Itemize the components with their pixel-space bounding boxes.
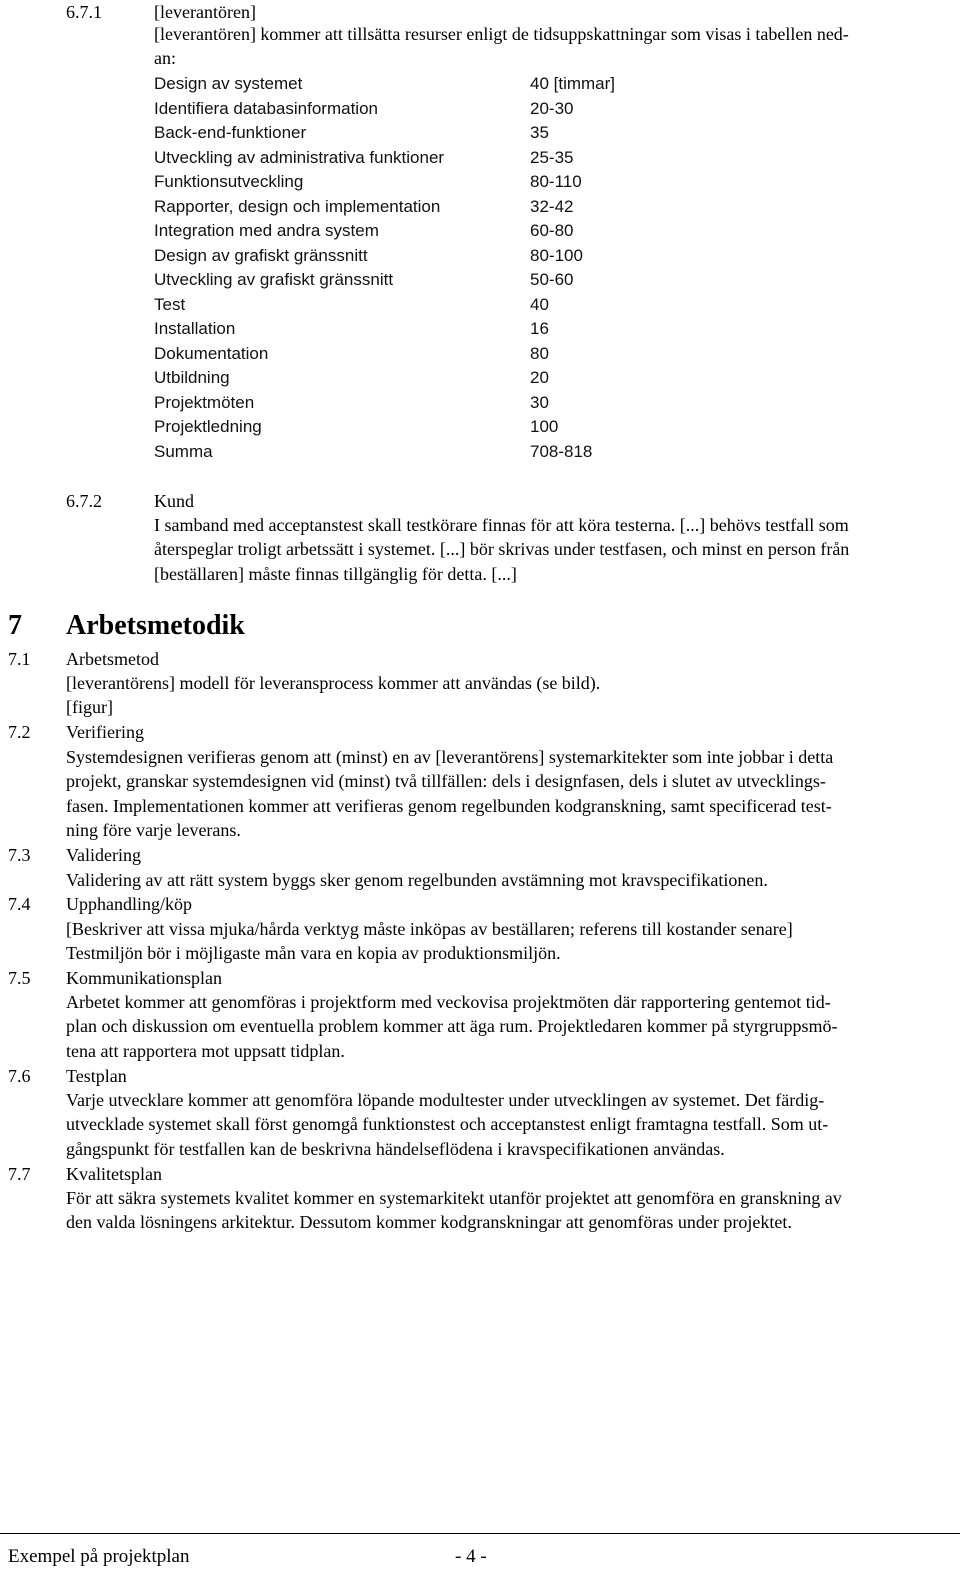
table-row-name: Dokumentation (154, 344, 269, 363)
section-number-7-6: 7.6 (8, 1066, 31, 1086)
table-row-value: 100 (530, 417, 559, 436)
table-row-value: 20-30 (530, 99, 574, 118)
text-line: [figur] (66, 697, 113, 718)
text-line: I samband med acceptanstest skall testkörare finnas för att köra testerna. [...] behövs testfall som (154, 515, 849, 535)
table-row-name: Projektmöten (154, 393, 255, 412)
section-7-1-body (66, 671, 600, 720)
table-row-value: 40 (530, 295, 549, 314)
section-heading-7-6: Testplan (66, 1066, 127, 1086)
table-row-value: 30 (530, 393, 549, 412)
footer-divider (0, 1533, 960, 1534)
footer-title: Exempel på projektplan (8, 1546, 190, 1567)
text-line: projekt, granskar systemdesignen vid (minst) två tillfällen: dels i designfasen, dels i slutet av utvecklings- (66, 771, 826, 792)
section-heading-7-2: Verifiering (66, 722, 144, 742)
text-line: Testmiljön bör i möjligaste mån vara en kopia av produktionsmiljön. (66, 943, 561, 964)
text-line: ning före varje leverans. (66, 820, 241, 841)
table-row-value: 60-80 (530, 221, 574, 240)
table-row-value: 80-100 (530, 246, 583, 265)
text-line: fasen. Implementationen kommer att verifieras genom regelbunden kodgranskning, samt specificerad test- (66, 795, 832, 816)
table-row-value: 708-818 (530, 442, 593, 461)
table-row-name: Installation (154, 319, 236, 338)
text-line: Varje utvecklare kommer att genomföra löpande modultester under utvecklingen av systemet. Det färdig- (66, 1090, 825, 1110)
section-heading-7-3: Validering (66, 845, 141, 865)
section-7-4-body (66, 917, 793, 966)
text-line: [Beskriver att vissa mjuka/hårda verktyg måste inköpas av beställaren; referens till kostander senare] (66, 919, 793, 939)
section-number-6-7-2: 6.7.2 (66, 491, 102, 511)
table-row-name: Back-end-funktioner (154, 123, 307, 142)
text-line: [leverantören] kommer att tillsätta resurser enligt de tidsuppskattningar som visas i tabellen ned- (154, 24, 849, 44)
text-line: tena att rapportera mot uppsatt tidplan. (66, 1040, 345, 1061)
table-row-value: 80-110 (530, 172, 582, 191)
text-line: Validering av att rätt system byggs sker genom regelbunden avstämning mot kravspecifikationen. (66, 870, 768, 890)
text-line: [beställaren] måste finnas tillgänglig för detta. [...] (154, 563, 517, 584)
table-row-name: Test (154, 295, 186, 314)
table-row-name: Design av grafiskt gränssnitt (154, 246, 368, 265)
section-7-3-body (66, 868, 768, 892)
section-heading-7-5: Kommunikationsplan (66, 968, 222, 988)
chapter-title: Arbetsmetodik (66, 610, 245, 641)
section-7-6-body (66, 1088, 828, 1161)
table-row-value: 16 (530, 319, 549, 338)
table-row-name: Summa (154, 442, 213, 461)
table-row-name: Identifiera databasinformation (154, 99, 378, 118)
text-line: utvecklade systemet skall först genomgå funktionstest och acceptanstest enligt framtagna testfall. Som ut- (66, 1114, 829, 1135)
section-7-2-body (66, 745, 833, 843)
section-heading-7-4: Upphandling/köp (66, 894, 192, 914)
table-row-value: 40 [timmar] (530, 74, 616, 93)
chapter-number: 7 (8, 610, 22, 641)
section-number-7-4: 7.4 (8, 894, 31, 914)
text-line: [leverantörens] modell för leveransprocess kommer att användas (se bild). (66, 673, 601, 693)
table-row-value: 32-42 (530, 197, 574, 216)
section-number-7-1: 7.1 (8, 649, 31, 669)
text-line: den valda lösningens arkitektur. Dessutom kommer kodgranskningar att genomföras under projektet. (66, 1212, 792, 1233)
table-row-name: Projektledning (154, 417, 262, 436)
table-row-value: 80 (530, 344, 549, 363)
table-row-name: Design av systemet (154, 74, 303, 93)
text-line: Arbetet kommer att genomföras i projektform med veckovisa projektmöten där rapportering gentemot tid- (66, 992, 831, 1012)
table-row-value: 20 (530, 368, 549, 387)
text-line: För att säkra systemets kvalitet kommer en systemarkitekt utanför projektet att genomföra en granskning av (66, 1188, 842, 1208)
section-7-5-body (66, 990, 838, 1063)
table-row-name: Rapporter, design och implementation (154, 197, 441, 216)
footer-page-number: - 4 - (455, 1546, 487, 1567)
text-line: an: (154, 48, 176, 69)
section-7-7-body (66, 1186, 842, 1235)
table-row-value: 35 (530, 123, 549, 142)
text-line: gångspunkt för testfallen kan de beskrivna händelseflödena i kravspecifikationen användas. (66, 1138, 725, 1159)
section-heading-7-7: Kvalitetsplan (66, 1164, 162, 1184)
section-number-7-2: 7.2 (8, 722, 31, 742)
section-number-6-7-1: 6.7.1 (66, 2, 102, 22)
section-6-7-1-intro (154, 22, 849, 71)
text-line: återspeglar troligt arbetssätt i systemet. [...] bör skrivas under testfasen, och minst en person från (154, 539, 850, 560)
section-number-7-3: 7.3 (8, 845, 31, 865)
table-row-name: Utbildning (154, 368, 230, 387)
text-line: plan och diskussion om eventuella problem kommer att äga rum. Projektledaren kommer på styrgruppsmö- (66, 1016, 838, 1037)
section-heading-7-1: Arbetsmetod (66, 649, 159, 669)
table-row-value: 50-60 (530, 270, 574, 289)
section-heading-6-7-1: [leverantören] (154, 2, 256, 22)
table-row-name: Integration med andra system (154, 221, 379, 240)
section-number-7-7: 7.7 (8, 1164, 31, 1184)
section-6-7-2-body (154, 513, 849, 586)
table-row-name: Utveckling av grafiskt gränssnitt (154, 270, 394, 289)
table-row-name: Funktionsutveckling (154, 172, 304, 191)
section-heading-6-7-2: Kund (154, 491, 194, 511)
table-row-name: Utveckling av administrativa funktioner (154, 148, 445, 167)
table-row-value: 25-35 (530, 148, 574, 167)
text-line: Systemdesignen verifieras genom att (minst) en av [leverantörens] systemarkitekter som inte jobbar i detta (66, 747, 834, 767)
section-number-7-5: 7.5 (8, 968, 31, 988)
